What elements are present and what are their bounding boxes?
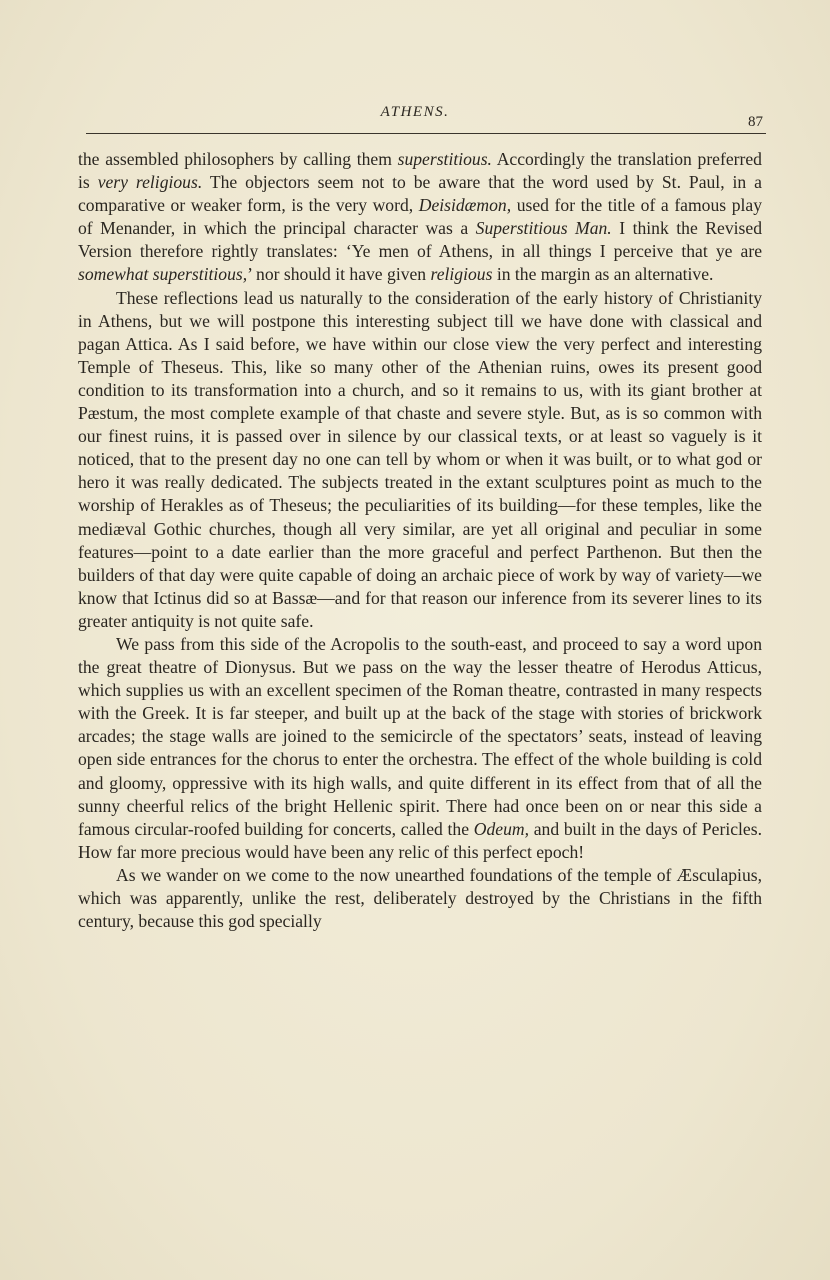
running-title: ATHENS.: [380, 104, 450, 120]
body-text: [78, 148, 762, 933]
italic-run: Superstitious Man.: [475, 218, 612, 239]
italic-run: very religious.: [97, 172, 203, 193]
text-run: the assembled philosophers by calling them: [78, 149, 398, 169]
text-run: in the margin as an alternative.: [492, 264, 714, 285]
italic-run: Deisidæmon,: [418, 195, 512, 216]
page-number: 87: [748, 114, 763, 130]
text-run: These reflections lead us naturally to the consideration of the early history of Christianity in Athens, but we will postpone this interesting subject till we have done with classical and pagan Attica. As I said before, we have within our close view the very perfect and interesting Temple of Theseus. This, like so many other of the Athenian ruins, owes its present good condition to its transformation into a church, and so it remains to us, with its giant brother at Pæstum, the most complete example of that chaste and severe style. But, as is so common with our finest ruins, it is passed over in silence by our classical texts, or at least so vaguely is it noticed, that to the present day no one can tell by whom or when it was built, or to what god or hero it was really dedicated. The subjects treated in the extant sculptures point as much to the worship of Herakles as of Theseus; the peculiarities of its building—for these temples, like the mediæval Gothic churches, though all very similar, are yet all original and peculiar in some features—point to a date earlier than the more graceful and perfect Parthenon. But then the builders of that day were quite capable of doing an archaic piece of work by way of variety—we know that Ictinus did so at Bassæ—and for that reason our inference from its severer lines to its greater antiquity is not quite safe.: [78, 287, 762, 631]
paragraph: [78, 864, 762, 933]
italic-run: Odeum,: [473, 818, 529, 839]
text-run: used for the title of a famous play of Menander, in which the principal character was a: [78, 195, 762, 239]
paragraph: [78, 633, 762, 864]
italic-run: religious: [430, 264, 493, 285]
italic-run: somewhat superstitious,: [78, 264, 248, 285]
text-run: I think the Revised Version therefore rightly translates: ‘Ye men of Athens, in all things I perceive that ye are: [78, 218, 762, 262]
paragraph: [78, 287, 762, 633]
italic-run: superstitious.: [397, 149, 492, 169]
text-run: Accordingly the translation preferred is: [78, 149, 762, 193]
text-run: As we wander on we come to the now unearthed foundations of the temple of Æsculapius, which was apparently, unlike the rest, deliberately destroyed by the Christians in the fifth century, because this god specially: [78, 864, 762, 932]
text-run: and built in the days of Pericles. How far more precious would have been any relic of this perfect epoch!: [78, 818, 762, 862]
text-run: We pass from this side of the Acropolis to the south-east, and proceed to say a word upon the great theatre of Dionysus. But we pass on the way the lesser theatre of Herodus Atticus, which supplies us with an excellent specimen of the Roman theatre, contrasted in many respects with the Greek. It is far steeper, and built up at the back of the stage with stories of brickwork arcades; the stage walls are joined to the semicircle of the spectators’ seats, instead of leaving open side entrances for the chorus to enter the orchestra. The effect of the whole building is cold and gloomy, oppressive with its high walls, and quite different in its effect from that of all the sunny cheerful relics of the bright Hellenic spirit. There had once been on or near this side a famous circular-roofed building for concerts, called the: [78, 633, 762, 839]
text-run: ’ nor should it have given: [247, 264, 431, 285]
paragraph: [78, 148, 762, 287]
text-run: The objectors seem not to be aware that the word used by St. Paul, in a comparative or weaker form, is the very word,: [78, 172, 762, 216]
header-rule: [86, 133, 766, 134]
